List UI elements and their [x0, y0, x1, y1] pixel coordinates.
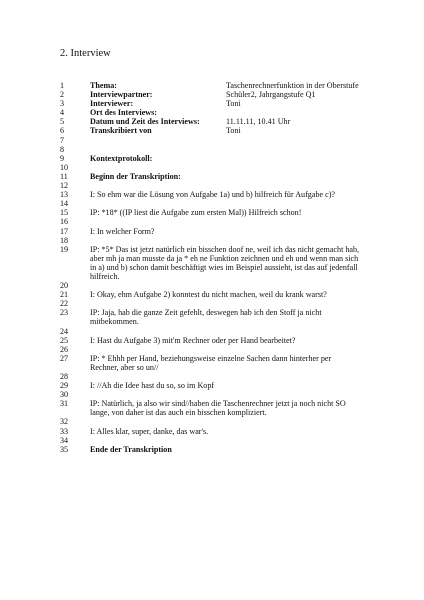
- line-text: I: Hast du Aufgabe 3) mit'm Rechner oder per Hand bearbeitet?: [90, 335, 296, 345]
- metadata-label: Interviewpartner:: [90, 90, 153, 100]
- line-number: 17: [60, 226, 69, 236]
- transcript-line: [60, 136, 380, 145]
- line-text: hilfreich.: [90, 271, 120, 281]
- metadata-label: Datum und Zeit des Interviews:: [90, 117, 200, 127]
- line-text: IP: Jaja, hab die ganze Zeit gefehlt, deswegen hab ich den Stoff ja nicht: [90, 308, 322, 318]
- transcript-line: [60, 172, 380, 181]
- line-number: 31: [60, 399, 69, 409]
- transcript-line: [60, 427, 380, 436]
- line-number: 11: [60, 171, 68, 181]
- line-text: [90, 299, 380, 308]
- line-number: 1: [60, 81, 65, 90]
- metadata-value: 11.11.11, 10.41 Uhr: [226, 117, 291, 127]
- transcript-line: [60, 436, 380, 445]
- metadata-label: Transkribiert von: [90, 126, 152, 136]
- line-number: [60, 408, 90, 417]
- line-number: 8: [60, 144, 65, 154]
- line-text: I: So ehm war die Lösung von Aufgabe 1a) und b) hilfreich für Aufgabe c)?: [90, 190, 335, 200]
- transcript-line: [60, 190, 380, 199]
- transcript-body: [60, 136, 380, 454]
- line-text: Rechner, aber so un//: [90, 362, 159, 372]
- transcript-line: [60, 245, 380, 254]
- line-text: [90, 136, 380, 145]
- line-text: I: //Ah die Idee hast du so, so im Kopf: [90, 381, 215, 391]
- metadata-row: [60, 90, 380, 99]
- line-text: I: Alles klar, super, danke, das war's.: [90, 426, 209, 436]
- line-number: 32: [60, 417, 69, 427]
- line-text: [90, 163, 380, 172]
- transcript-line: [60, 254, 380, 263]
- line-number: [60, 254, 90, 263]
- transcript-line: [60, 308, 380, 317]
- line-text: [90, 417, 380, 426]
- metadata-label: Interviewer:: [90, 99, 134, 109]
- metadata-row: [60, 108, 380, 117]
- line-text: [90, 436, 380, 445]
- transcript-line: [60, 227, 380, 236]
- line-number: 2: [60, 90, 65, 100]
- metadata-row: [60, 99, 380, 108]
- line-number: [60, 272, 90, 281]
- line-number: 35: [60, 444, 69, 454]
- transcript-line: [60, 417, 380, 426]
- metadata-label: Ort des Interviews:: [90, 108, 157, 118]
- transcript-line: [60, 317, 380, 326]
- line-number: 24: [60, 326, 69, 336]
- line-text: [90, 281, 380, 290]
- transcript-line: [60, 336, 380, 345]
- line-number: [60, 317, 90, 326]
- line-text: [90, 327, 380, 336]
- line-text: in a) und b) schon damit beschäftigt wies im Beispiel aussieht, ist das auf jedenfall: [90, 262, 358, 272]
- line-text: Ende der Transkription: [90, 444, 172, 454]
- line-text: [90, 181, 380, 190]
- line-number: 27: [60, 353, 69, 363]
- transcript-line: [60, 281, 380, 290]
- line-number: 26: [60, 344, 69, 354]
- line-number: [60, 363, 90, 372]
- line-number: 6: [60, 126, 65, 136]
- line-text: IP: * Ehhh per Hand, beziehungsweise einzelne Sachen dann hinterher per: [90, 353, 332, 363]
- transcript-line: [60, 263, 380, 272]
- transcript-line: [60, 163, 380, 172]
- line-number: 7: [60, 135, 65, 145]
- line-number: 16: [60, 217, 69, 227]
- transcript-line: [60, 390, 380, 399]
- transcript-line: [60, 181, 380, 190]
- line-number: 3: [60, 99, 65, 109]
- transcript-line: [60, 208, 380, 217]
- line-text: IP: Natürlich, ja also wir sind//haben die Taschenrechner jetzt ja noch nicht SO: [90, 399, 346, 409]
- metadata-value: Schüler2, Jahrgangstufe Q1: [226, 90, 316, 100]
- metadata-row: [60, 117, 380, 126]
- line-number: 25: [60, 335, 69, 345]
- line-text: [90, 145, 380, 154]
- line-text: Kontextprotokoll:: [90, 153, 153, 163]
- line-number: 15: [60, 208, 69, 218]
- line-number: 33: [60, 426, 69, 436]
- line-number: 12: [60, 181, 69, 191]
- line-text: aber mh ja man musste da ja * eh ne Funktion zeichnen und eh und wenn man sich: [90, 253, 359, 263]
- line-number: 20: [60, 281, 69, 291]
- metadata-row: [60, 81, 380, 90]
- transcript-line: [60, 290, 380, 299]
- transcript-line: [60, 327, 380, 336]
- metadata-value: Toni: [226, 99, 241, 109]
- line-text: IP: *5* Das ist jetzt natürlich ein bisschen doof ne, weil ich das nicht gemacht hab,: [90, 244, 360, 254]
- line-number: [60, 263, 90, 272]
- line-number: 13: [60, 190, 69, 200]
- transcript-line: [60, 408, 380, 417]
- transcript-line: [60, 199, 380, 208]
- line-number: 5: [60, 117, 65, 127]
- line-number: 4: [60, 108, 65, 118]
- line-number: 19: [60, 244, 69, 254]
- transcript-line: [60, 217, 380, 226]
- line-number: 14: [60, 199, 69, 209]
- metadata-row: [60, 126, 380, 135]
- line-text: [90, 372, 380, 381]
- line-text: mitbekommen.: [90, 317, 139, 327]
- line-number: 9: [60, 153, 65, 163]
- transcript-line: [60, 354, 380, 363]
- line-text: I: In welcher Form?: [90, 226, 155, 236]
- transcript-line: [60, 399, 380, 408]
- line-text: Beginn der Transkription:: [90, 171, 181, 181]
- line-number: 28: [60, 372, 69, 381]
- metadata-value: Toni: [226, 126, 241, 136]
- section-heading: 2. Interview: [60, 48, 111, 59]
- line-number: 23: [60, 308, 69, 318]
- line-text: [90, 345, 380, 354]
- transcript-line: [60, 236, 380, 245]
- line-number: 21: [60, 290, 69, 300]
- line-number: 34: [60, 435, 69, 445]
- line-number: 22: [60, 299, 69, 309]
- metadata-value: [226, 108, 380, 117]
- transcript-lines: [60, 81, 380, 454]
- transcript-line: [60, 381, 380, 390]
- line-text: [90, 390, 380, 399]
- transcript-line: [60, 345, 380, 354]
- line-number: 29: [60, 381, 69, 391]
- line-text: [90, 236, 380, 245]
- line-text: [90, 217, 380, 226]
- line-text: I: Okay, ehm Aufgabe 2) konntest du nicht machen, weil du krank warst?: [90, 290, 327, 300]
- transcript-line: [60, 372, 380, 381]
- transcript-line: [60, 299, 380, 308]
- metadata-value: Taschenrechnerfunktion in der Oberstufe: [226, 81, 359, 90]
- line-number: 10: [60, 162, 69, 172]
- line-number: 30: [60, 390, 69, 400]
- metadata-label: Thema:: [90, 81, 117, 90]
- transcript-line: [60, 445, 380, 454]
- transcript-line: [60, 154, 380, 163]
- line-text: [90, 199, 380, 208]
- interview-metadata: [60, 81, 380, 136]
- transcript-line: [60, 272, 380, 281]
- line-number: 18: [60, 235, 69, 245]
- transcript-line: [60, 363, 380, 372]
- line-text: IP: *18* ((IP liest die Aufgabe zum ersten Mal)) Hilfreich schon!: [90, 208, 302, 218]
- line-text: lange, von daher ist das auch ein bisschen kompliziert.: [90, 408, 267, 418]
- transcript-line: [60, 145, 380, 154]
